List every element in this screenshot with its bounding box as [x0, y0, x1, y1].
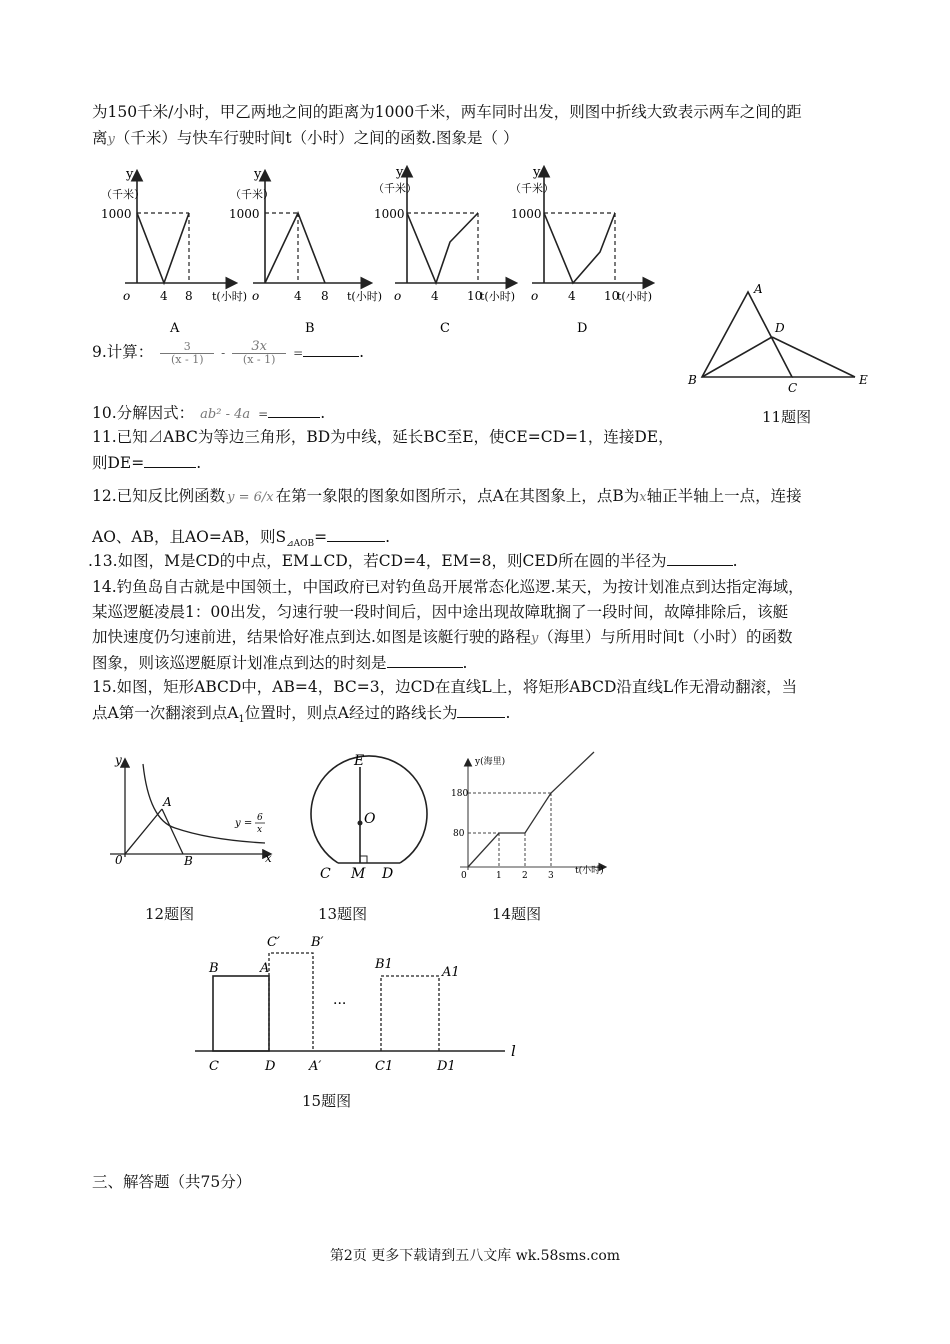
graph-d — [510, 165, 652, 336]
fig15-label-b: B — [209, 961, 219, 976]
q14-line1: 14.钓鱼岛自古就是中国领土，中国政府已对钓鱼岛开展常态化巡逻.某天，为按计划准点到达指定海域， — [92, 578, 804, 596]
fig14-graph — [451, 752, 617, 882]
graph-a-y-label: y — [126, 167, 134, 182]
q11-line2 — [92, 452, 201, 473]
q14-answer-blank[interactable] — [387, 652, 463, 668]
q12-line1-a: 12.已知反比例函数 — [92, 487, 226, 505]
q12-end: . — [385, 528, 391, 546]
q14-line3 — [92, 627, 793, 649]
fig15-label-ap: A′ — [309, 1059, 322, 1074]
graph-c-x-unit: t(小时) — [480, 290, 516, 303]
fig11-label-e: E — [859, 373, 868, 387]
q13-end: . — [732, 552, 738, 570]
fig11-caption: 11题图 — [762, 408, 812, 426]
q8-text-line1: 为150千米/小时，甲乙两地之间的距离为1000千米，两车同时出发，则图中折线大致表示两车之间的距 — [92, 103, 802, 121]
fig15-label-b1: B1 — [375, 957, 393, 972]
q13-line — [88, 550, 738, 571]
q9-answer-blank[interactable] — [303, 341, 359, 357]
q13-text: .13.如图，M是CD的中点，EM⊥CD，若CD=4，EM=8，则CED所在圆的半径为 — [88, 552, 667, 570]
graph-b-y-unit: （千米） — [230, 188, 274, 201]
q14-line3-a: 加快速度仍匀速前进，结果恰好准点到达.如图是该艇行驶的路程 — [92, 628, 531, 646]
fig15-label-d1: D1 — [437, 1059, 456, 1074]
q12-line1-c: 轴正半轴上一点，连接 — [646, 487, 802, 505]
page-footer: 第2页 更多下载请到五八文库 wk.58sms.com — [329, 1248, 621, 1264]
q10-prefix: 10.分解因式： — [92, 404, 195, 422]
q13-answer-blank[interactable] — [667, 550, 733, 566]
q12-answer-blank[interactable] — [327, 526, 385, 542]
graph-d-origin: o — [531, 289, 539, 303]
q14-line2: 某巡逻艇凌晨1：00出发，匀速行驶一段时间后，因中途出现故障耽搁了一段时间，故障排除后，该艇 — [92, 603, 789, 621]
graph-a — [101, 167, 247, 336]
graph-a-letter: A — [170, 321, 180, 336]
fig12-eq-left: y = — [235, 818, 253, 829]
q12-axis-var: x — [639, 490, 647, 505]
graph-d-y-label: y — [533, 165, 541, 180]
graph-a-y-tick: 1000 — [101, 207, 132, 221]
fig15-label-d: D — [265, 1059, 276, 1074]
graph-a-tick-2: 8 — [185, 289, 193, 303]
fig15-dots: ··· — [333, 996, 347, 1012]
graph-d-x-unit: t(小时) — [617, 290, 653, 303]
q11-end: . — [196, 454, 202, 472]
fig15-label-c: C — [209, 1059, 219, 1074]
graph-d-letter: D — [577, 321, 588, 336]
fig14-caption: 14题图 — [492, 905, 542, 923]
q8-text-line2 — [92, 128, 518, 150]
graph-a-origin: o — [123, 289, 131, 303]
fig12-label-o: 0 — [115, 853, 123, 867]
q9-prefix: 9.计算： — [92, 343, 154, 361]
q11-line1: 11.已知⊿ABC为等边三角形，BD为中线，延长BC至E，使CE=CD=1，连接DE， — [92, 428, 674, 446]
fig15-label-l: l — [511, 1042, 516, 1060]
fig13-label-c: C — [320, 866, 331, 882]
q12-line1-b: 在第一象限的图象如图所示，点A在其图象上，点B为 — [275, 487, 640, 505]
graph-c-y-tick: 1000 — [374, 207, 405, 221]
q12-sub: ⊿AOB — [286, 539, 315, 550]
fig12-caption: 12题图 — [145, 905, 195, 923]
graph-c-y-unit: （千米） — [373, 182, 417, 195]
graph-d-tick-1: 4 — [568, 289, 576, 303]
fig13-label-d: D — [382, 866, 394, 882]
q15-end: . — [505, 704, 511, 722]
fig14-label-t: t(小时) — [575, 866, 604, 876]
q8-var-y: y — [107, 132, 115, 147]
graph-a-x-unit: t(小时) — [212, 290, 248, 303]
q9-frac2-num: 3x — [251, 338, 267, 354]
fig12-eq-num: 6 — [257, 813, 263, 823]
q10-eq: = — [258, 407, 269, 421]
graph-c — [373, 165, 515, 336]
fig13-label-e: E — [354, 753, 365, 769]
q12-line2-b: = — [314, 528, 328, 546]
q9-minus: - — [221, 346, 226, 360]
graph-d-tick-2: 10 — [604, 289, 620, 303]
graph-c-origin: o — [394, 289, 402, 303]
fig11-triangle — [680, 280, 880, 395]
fig13-caption: 13题图 — [318, 905, 368, 923]
graph-b-origin: o — [252, 289, 260, 303]
q8-text-line2-b: （千米）与快车行驶时间t（小时）之间的函数.图象是（ ） — [114, 129, 519, 147]
graph-d-y-tick: 1000 — [511, 207, 542, 221]
fig11-label-c: C — [788, 381, 798, 395]
graph-c-tick-1: 4 — [431, 289, 439, 303]
q15-sub: 1 — [238, 714, 245, 726]
graph-c-letter: C — [440, 321, 450, 336]
q8-text-line2-a: 离 — [92, 129, 108, 147]
graph-b — [229, 167, 382, 336]
graph-c-tick-2: 10 — [467, 289, 483, 303]
q9-frac1-den: (x - 1) — [160, 353, 214, 366]
fig14-label-o: 0 — [461, 871, 467, 881]
fig15-caption: 15题图 — [302, 1092, 352, 1110]
graph-b-tick-1: 4 — [294, 289, 302, 303]
q14-var-y: y — [530, 631, 539, 646]
fig13-circle — [300, 750, 430, 885]
q11-answer-blank[interactable] — [144, 452, 196, 468]
fig14-label-2: 2 — [522, 871, 528, 881]
graph-a-tick-1: 4 — [160, 289, 168, 303]
q12-line1 — [92, 484, 802, 510]
q15-line2-b: 位置时，则点A经过的路线长为 — [244, 704, 458, 722]
q10-answer-blank[interactable] — [268, 402, 320, 418]
graph-b-tick-2: 8 — [321, 289, 329, 303]
q15-line1: 15.如图，矩形ABCD中，AB=4，BC=3，边CD在直线L上，将矩形ABCD沿直线L作无滑动翻滚，当 — [92, 678, 798, 696]
graph-b-y-tick: 1000 — [229, 207, 260, 221]
fig12-label-b: B — [184, 854, 193, 868]
q10-line — [92, 402, 325, 425]
fig14-label-1: 1 — [496, 871, 502, 881]
q14-end: . — [462, 654, 468, 672]
fig15-label-bp: B′ — [311, 935, 324, 950]
fig15-label-cp: C′ — [267, 935, 280, 950]
fig14-label-180: 180 — [451, 789, 469, 799]
q14-line3-b: （海里）与所用时间t（小时）的函数 — [538, 628, 793, 646]
fig14-label-80: 80 — [453, 829, 465, 839]
q15-line2 — [92, 702, 510, 730]
q14-line4 — [92, 652, 467, 673]
q9-end: . — [359, 343, 365, 361]
q12-line2-a: AO、AB，且AO=AB，则S — [92, 528, 287, 546]
graph-c-y-label: y — [396, 165, 404, 180]
fig14-label-y: y(海里) — [475, 757, 506, 767]
fig12-label-a: A — [163, 795, 172, 809]
fig14-label-3: 3 — [548, 871, 554, 881]
graph-a-y-unit: （千米） — [101, 188, 145, 201]
q15-answer-blank[interactable] — [457, 702, 505, 718]
q11-line2-a: 则DE= — [92, 454, 145, 472]
q9-fraction-2 — [232, 338, 286, 366]
fig15-rectangles — [195, 928, 535, 1078]
graph-d-y-unit: （千米） — [510, 182, 554, 195]
q12-func: y = 6/x — [227, 490, 274, 505]
q10-expr: ab² - 4a — [200, 407, 251, 422]
fig12-eq-den: x — [257, 825, 263, 835]
q15-line2-a: 点A第一次翻滚到点A — [92, 704, 239, 722]
fig12-label-x: x — [265, 851, 272, 865]
fig15-label-c1: C1 — [375, 1059, 394, 1074]
q10-end: . — [320, 404, 326, 422]
graph-b-letter: B — [305, 321, 315, 336]
fig12-graph — [105, 752, 285, 872]
graph-b-x-unit: t(小时) — [347, 290, 383, 303]
q9-fraction-1 — [160, 341, 214, 366]
q9-frac1-num: 3 — [183, 339, 191, 353]
fig15-label-a: A — [260, 961, 270, 976]
q8-graphs — [95, 160, 675, 340]
fig11-label-b: B — [688, 373, 697, 387]
fig13-label-m: M — [351, 866, 366, 882]
fig15-label-a1: A1 — [442, 965, 460, 980]
fig12-label-y: y — [115, 753, 122, 767]
q9-frac2-den: (x - 1) — [232, 353, 286, 366]
graph-b-y-label: y — [254, 167, 262, 182]
q14-line4-a: 图象，则该巡逻艇原计划准点到达的时刻是 — [92, 654, 387, 672]
q9-eq: = — [293, 346, 304, 360]
section3-heading: 三、解答题（共75分） — [92, 1173, 252, 1191]
fig11-label-d: D — [775, 321, 785, 335]
fig11-label-a: A — [754, 282, 763, 296]
q9-line — [92, 340, 364, 366]
fig13-label-o: O — [364, 811, 376, 827]
